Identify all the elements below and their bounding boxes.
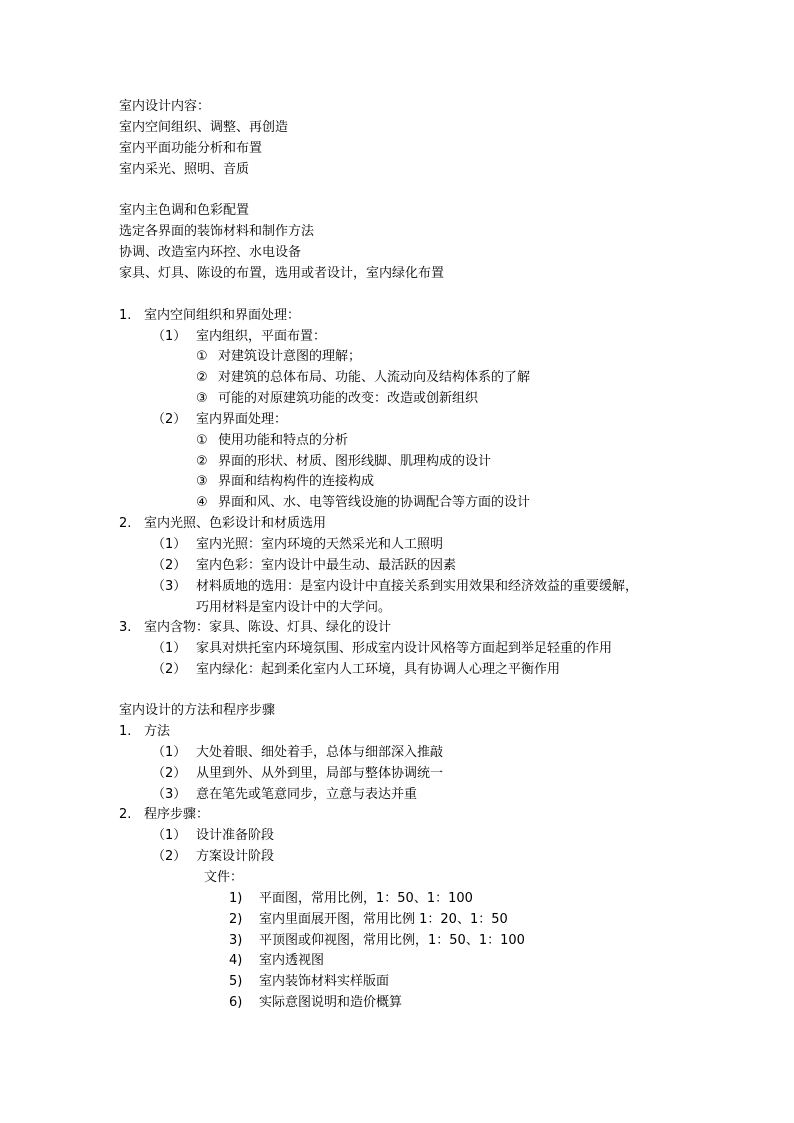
list-item: 界面的形状、材质、图形线脚、肌理构成的设计 [218, 454, 492, 469]
section-title: 室内光照、色彩设计和材质选用 [144, 516, 327, 531]
file-item: 室内透视图 [259, 953, 325, 968]
file-item: 平顶图或仰视图，常用比例，1：50、1：100 [259, 933, 525, 948]
sub-title: 室内组织，平面布置： [196, 329, 327, 344]
sub-number: （1） [152, 641, 187, 656]
sub-number: （2） [152, 558, 187, 573]
sub-item: 室内色彩：室内设计中最生动、最活跃的因素 [196, 558, 457, 573]
sub-item: 从里到外、从外到里，局部与整体协调统一 [196, 766, 444, 781]
intro-item: 室内空间组织、调整、再创造 [119, 120, 289, 135]
sub-item: 家具对烘托室内环境氛围、形成室内设计风格等方面起到举足轻重的作用 [196, 641, 613, 656]
file-item: 平面图，常用比例，1：50、1：100 [259, 891, 473, 906]
intro-item: 室内平面功能分析和布置 [119, 141, 263, 156]
sub-item: 方案设计阶段 [196, 849, 275, 864]
list-number: 2. [119, 516, 132, 531]
list-item: 界面和结构构件的连接构成 [218, 474, 375, 489]
sub-item: 设计准备阶段 [196, 828, 275, 843]
group-item: 室内主色调和色彩配置 [119, 203, 250, 218]
sub-number: （3） [152, 787, 187, 802]
file-number: 1) [229, 891, 243, 906]
list-item: 对建筑设计意图的理解； [218, 349, 362, 364]
sub-item-continuation: 巧用材料是室内设计中的大学问。 [196, 600, 392, 615]
file-number: 3) [229, 933, 243, 948]
group-item: 选定各界面的装饰材料和制作方法 [119, 224, 315, 239]
circle-mark: ② [196, 370, 208, 385]
list-item: 使用功能和特点的分析 [218, 433, 349, 448]
group-item: 协调、改造室内环控、水电设备 [119, 245, 302, 260]
methods-title: 室内设计的方法和程序步骤 [119, 703, 276, 718]
sub-number: （1） [152, 329, 187, 344]
sub-number: （1） [152, 828, 187, 843]
sub-number: （2） [152, 766, 187, 781]
file-item: 室内装饰材料实样版面 [259, 974, 390, 989]
file-number: 5) [229, 974, 243, 989]
circle-mark: ③ [196, 391, 208, 406]
section-title: 室内空间组织和界面处理： [144, 308, 301, 323]
sub-item: 意在笔先或笔意同步，立意与表达并重 [196, 787, 418, 802]
sub-number: （1） [152, 745, 187, 760]
intro-item: 室内采光、照明、音质 [119, 162, 250, 177]
list-item: 对建筑的总体布局、功能、人流动向及结构体系的了解 [218, 370, 531, 385]
file-number: 4) [229, 953, 243, 968]
file-item: 室内里面展开图，常用比例 1：20、1：50 [259, 912, 508, 927]
intro-title: 室内设计内容： [119, 99, 211, 114]
list-item: 可能的对原建筑功能的改变：改造或创新组织 [218, 391, 479, 406]
circle-mark: ③ [196, 474, 208, 489]
list-number: 2. [119, 807, 132, 822]
files-label: 文件： [204, 870, 244, 885]
list-item: 界面和风、水、电等管线设施的协调配合等方面的设计 [218, 495, 531, 510]
section-title: 程序步骤： [144, 807, 210, 822]
file-number: 6) [229, 995, 243, 1010]
sub-number: （3） [152, 579, 187, 594]
section-title: 方法 [144, 724, 171, 739]
sub-number: （2） [152, 662, 187, 677]
circle-mark: ② [196, 454, 208, 469]
file-number: 2) [229, 912, 243, 927]
sub-item: 室内绿化：起到柔化室内人工环境，具有协调人心理之平衡作用 [196, 662, 561, 677]
sub-number: （2） [152, 849, 187, 864]
sub-item: 大处着眼、细处着手，总体与细部深入推敲 [196, 745, 444, 760]
group-item: 家具、灯具、陈设的布置，选用或者设计，室内绿化布置 [119, 266, 445, 281]
section-title: 室内含物：家具、陈设、灯具、绿化的设计 [144, 620, 392, 635]
list-number: 1. [119, 308, 132, 323]
list-number: 1. [119, 724, 132, 739]
file-item: 实际意图说明和造价概算 [259, 995, 403, 1010]
sub-item: 材料质地的选用：是室内设计中直接关系到实用效果和经济效益的重要缓解， [196, 579, 639, 594]
circle-mark: ① [196, 349, 208, 364]
sub-number: （1） [152, 537, 187, 552]
sub-title: 室内界面处理： [196, 412, 288, 427]
sub-item: 室内光照：室内环境的天然采光和人工照明 [196, 537, 444, 552]
list-number: 3. [119, 620, 132, 635]
circle-mark: ④ [196, 495, 208, 510]
circle-mark: ① [196, 433, 208, 448]
sub-number: （2） [152, 412, 187, 427]
